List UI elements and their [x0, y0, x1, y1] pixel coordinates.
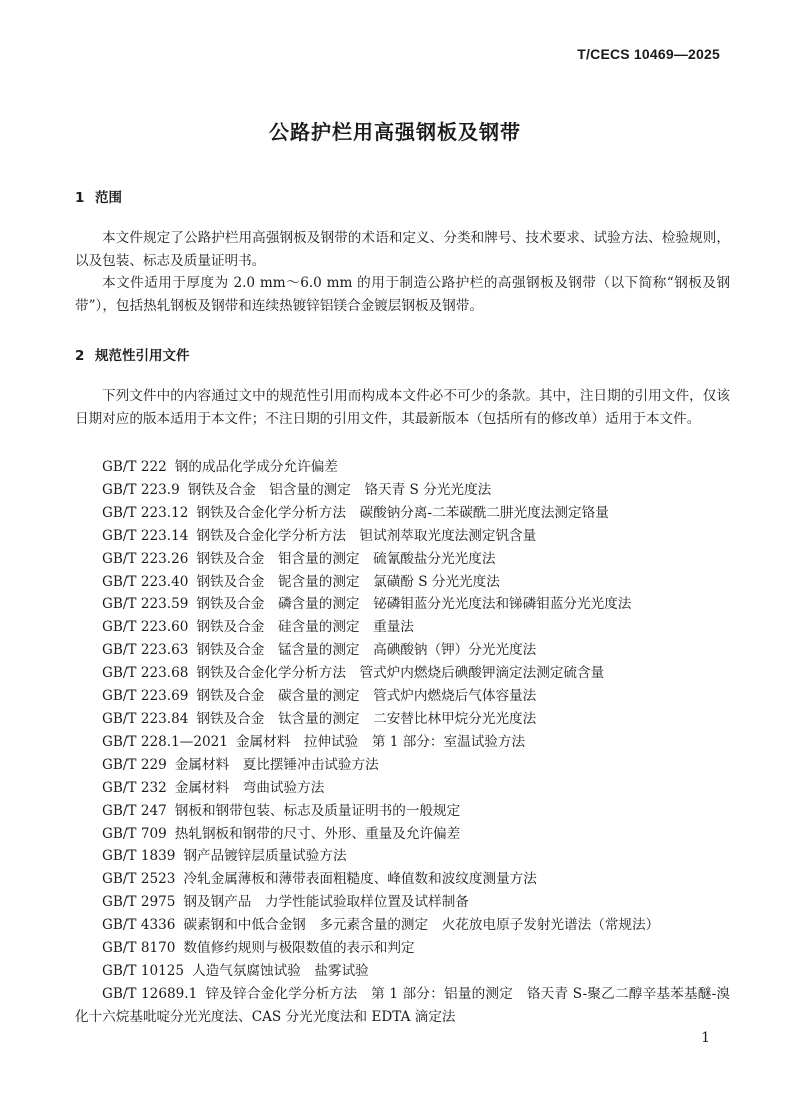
- reference-code: GB/T 223.12: [102, 504, 189, 521]
- reference-item: [102, 662, 742, 685]
- reference-code: GB/T 8170: [102, 940, 176, 957]
- reference-title: 钢产品镀锌层质量试验方法: [183, 848, 347, 865]
- reference-code: GB/T 223.9: [102, 481, 180, 498]
- reference-title: 金属材料 夏比摆锤冲击试验方法: [174, 756, 379, 773]
- document-title: 公路护栏用高强钢板及钢带: [269, 120, 521, 144]
- page-number: 1: [701, 1030, 710, 1046]
- reference-code: GB/T 12689.1: [102, 985, 198, 1002]
- reference-title: 钢铁及合金 铌含量的测定 氯磺酚 S 分光光度法: [196, 573, 500, 590]
- standard-number: T/CECS 10469—2025: [577, 46, 720, 62]
- reference-title: 钢铁及合金 碳含量的测定 管式炉内燃烧后气体容量法: [196, 688, 537, 705]
- reference-title: 金属材料 拉伸试验 第 1 部分：室温试验方法: [235, 733, 526, 750]
- reference-code: GB/T 4336: [102, 917, 176, 934]
- reference-title: 热轧钢板和钢带的尺寸、外形、重量及允许偏差: [174, 825, 461, 842]
- reference-title: 钢板和钢带包装、标志及质量证明书的一般规定: [174, 802, 461, 819]
- reference-title: 数值修约规则与极限数值的表示和判定: [183, 940, 415, 957]
- reference-title: 钢铁及合金化学分析方法 钽试剂萃取光度法测定钒含量: [196, 527, 537, 544]
- reference-item: [102, 708, 742, 731]
- reference-title: 冷轧金属薄板和薄带表面粗糙度、峰值数和波纹度测量方法: [183, 871, 537, 888]
- reference-title: 钢的成品化学成分允许偏差: [174, 459, 338, 475]
- reference-item: [102, 525, 742, 548]
- reference-code: GB/T 232: [102, 779, 167, 796]
- reference-item: [102, 479, 742, 502]
- section-1-paragraph: 本文件规定了公路护栏用高强钢板及钢带的术语和定义、分类和牌号、技术要求、试验方法、检验规则，以及包装、标志及质量证明书。: [75, 230, 730, 269]
- reference-item: [102, 960, 742, 983]
- reference-title: 人造气氛腐蚀试验 盐雾试验: [192, 962, 369, 979]
- reference-code: GB/T 223.40: [102, 573, 189, 590]
- reference-title: 钢铁及合金 锰含量的测定 高碘酸钠（钾）分光光度法: [196, 642, 537, 659]
- reference-code: GB/T 223.63: [102, 642, 189, 659]
- reference-code: GB/T 223.69: [102, 688, 189, 705]
- reference-item: [75, 983, 730, 1029]
- reference-code: GB/T 223.84: [102, 710, 189, 727]
- reference-code: GB/T 223.26: [102, 550, 189, 567]
- reference-title: 钢铁及合金 硅含量的测定 重量法: [196, 619, 414, 636]
- reference-item: [102, 685, 742, 708]
- section-1-paragraph: 本文件适用于厚度为 2.0 mm～6.0 mm 的用于制造公路护栏的高强钢板及钢带（以下简称“钢板及钢带”），包括热轧钢板及钢带和连续热镀锌铝镁合金镀层钢板及钢带。: [75, 275, 730, 314]
- reference-code: GB/T 223.14: [102, 527, 189, 544]
- reference-item: [102, 456, 742, 479]
- reference-item: [102, 639, 742, 662]
- reference-item: [102, 845, 742, 868]
- section-1-number: 1: [75, 190, 85, 206]
- reference-title: 钢铁及合金化学分析方法 管式炉内燃烧后碘酸钾滴定法测定硫含量: [196, 665, 605, 682]
- section-2-title: 规范性引用文件: [95, 348, 190, 364]
- reference-item: [102, 616, 742, 639]
- reference-title: 钢铁及合金 铝含量的测定 铬天青 S 分光光度法: [187, 481, 492, 498]
- reference-title: 钢铁及合金 钛含量的测定 二安替比林甲烷分光光度法: [196, 710, 537, 727]
- normative-references-list: [75, 456, 742, 1029]
- reference-code: GB/T 247: [102, 802, 167, 819]
- reference-code: GB/T 709: [102, 825, 167, 842]
- reference-title: 钢铁及合金 钼含量的测定 硫氰酸盐分光光度法: [196, 550, 496, 567]
- reference-item: [102, 754, 742, 777]
- reference-item: [102, 502, 742, 525]
- reference-item: [102, 823, 742, 846]
- reference-item: [102, 891, 742, 914]
- section-1-heading: [75, 186, 122, 206]
- reference-title: 钢铁及合金 磷含量的测定 铋磷钼蓝分光光度法和锑磷钼蓝分光光度法: [196, 596, 632, 613]
- reference-code: GB/T 223.68: [102, 665, 189, 682]
- reference-code: GB/T 229: [102, 756, 167, 773]
- section-2-number: 2: [75, 348, 85, 364]
- reference-item: [102, 571, 742, 594]
- reference-item: [102, 868, 742, 891]
- reference-item: [102, 937, 742, 960]
- reference-code: GB/T 2975: [102, 894, 176, 911]
- reference-title: 钢及钢产品 力学性能试验取样位置及试样制备: [183, 894, 469, 911]
- reference-item: [102, 914, 742, 937]
- section-1-title: 范围: [95, 190, 122, 206]
- reference-code: GB/T 1839: [102, 848, 176, 865]
- reference-item: [102, 548, 742, 571]
- reference-code: GB/T 223.60: [102, 619, 189, 636]
- reference-item: [102, 800, 742, 823]
- reference-code: GB/T 223.59: [102, 596, 189, 613]
- reference-item: [102, 593, 742, 616]
- reference-title: 钢铁及合金化学分析方法 碳酸钠分离-二苯碳酰二肼光度法测定铬量: [196, 504, 609, 521]
- reference-code: GB/T 222: [102, 459, 167, 475]
- reference-title: 金属材料 弯曲试验方法: [174, 779, 325, 796]
- reference-code: GB/T 10125: [102, 962, 185, 979]
- reference-code: GB/T 2523: [102, 871, 176, 888]
- reference-code: GB/T 228.1—2021: [102, 733, 228, 750]
- reference-title: 碳素钢和中低合金钢 多元素含量的测定 火花放电原子发射光谱法（常规法）: [183, 917, 660, 934]
- section-2-heading: [75, 344, 190, 364]
- section-2-intro: 下列文件中的内容通过文中的规范性引用而构成本文件必不可少的条款。其中，注日期的引用文件，仅该日期对应的版本适用于本文件；不注日期的引用文件，其最新版本（包括所有的修改单）适用于本文件。: [75, 388, 730, 427]
- reference-title: 锌及锌合金化学分析方法 第 1 部分：铝量的测定 铬天青 S-聚乙二醇辛基苯基醚-溴化十六烷基吡啶分光光度法、CAS 分光光度法和 EDTA 滴定法: [75, 985, 731, 1025]
- reference-item: [102, 731, 742, 754]
- reference-item: [102, 777, 742, 800]
